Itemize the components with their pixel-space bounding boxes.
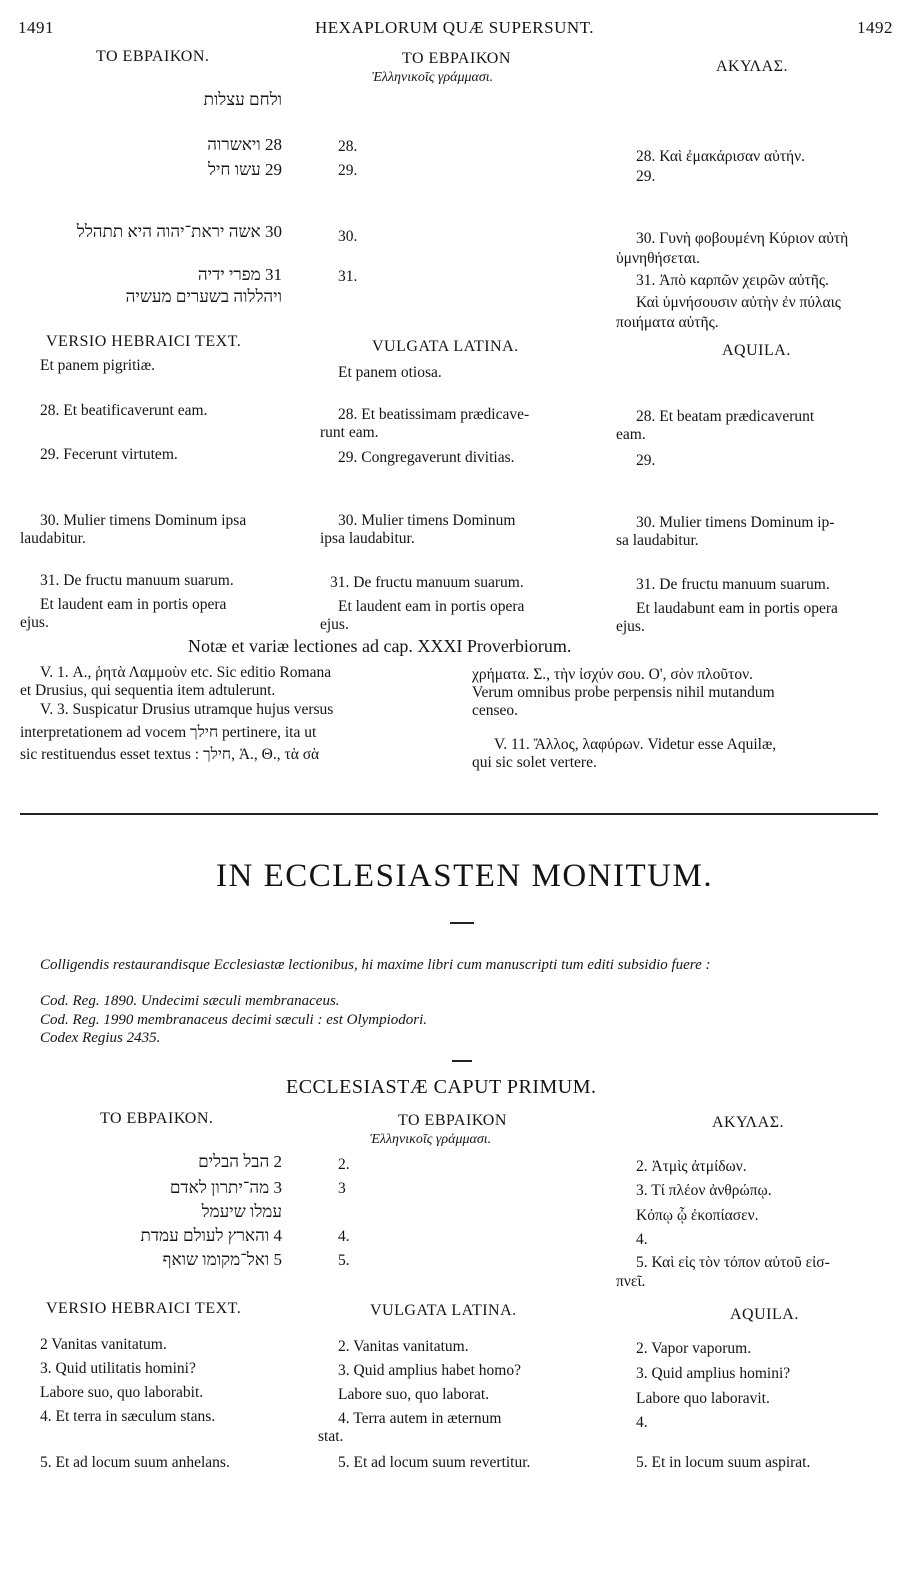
- hebrew-line: 4 והארץ לעולם עמדת: [140, 1226, 282, 1245]
- aquila-line: Et laudabunt eam in portis opera: [636, 600, 838, 617]
- col-head-versio: VERSIO HEBRAICI TEXT.: [46, 1300, 242, 1317]
- section-title: IN ECCLESIASTEN MONITUM.: [216, 858, 714, 894]
- col-head-aquila-greek: ΑΚΥΛΑΣ.: [716, 58, 789, 75]
- vulgata-line: 4. Terra autem in æternum: [338, 1410, 502, 1427]
- monitum-intro: Colligendis restaurandisque Ecclesiastæ lectionibus, hi maxime libri cum manuscripti tum editi subsidio fuere :: [40, 957, 711, 973]
- note-line: censeo.: [472, 702, 519, 719]
- aquila-greek-line: πνεῖ.: [616, 1273, 646, 1290]
- col-head-hebrew-greek-sub: Ἑλληνικοῖς γράμμασι.: [370, 1132, 492, 1147]
- aquila-line: ejus.: [616, 618, 645, 635]
- col-head-vulgata: VULGATA LATINA.: [370, 1302, 517, 1319]
- note-line: V. 3. Suspicatur Drusius utramque hujus versus: [40, 701, 334, 718]
- verse-number: 28.: [338, 138, 358, 155]
- note-line: V. 11. Ἄλλος, λαφύρων. Videtur esse Aquilæ,: [494, 736, 777, 753]
- versio-line: ejus.: [20, 614, 49, 631]
- aquila-line: Labore quo laboravit.: [636, 1390, 770, 1407]
- codex-line: Codex Regius 2435.: [40, 1030, 161, 1046]
- codex-line: Cod. Reg. 1890. Undecimi sæculi membranaceus.: [40, 993, 340, 1009]
- versio-line: 30. Mulier timens Dominum ipsa: [40, 512, 247, 529]
- hebrew-line: 30 אשה יראת־יהוה היא תתהלל: [76, 222, 282, 241]
- hebrew-line: ולחם עצלות: [203, 90, 282, 109]
- verse-number: 2.: [338, 1156, 350, 1173]
- verse-number: 4.: [338, 1228, 350, 1245]
- hebrew-line: 3 מה־יתרון לאדם: [169, 1178, 282, 1197]
- versio-line: Et laudent eam in portis opera: [40, 596, 227, 613]
- vulgata-line: 30. Mulier timens Dominum: [338, 512, 516, 529]
- running-title: HEXAPLORUM QUÆ SUPERSUNT.: [315, 18, 595, 37]
- aquila-line: 3. Quid amplius homini?: [636, 1365, 791, 1382]
- col-head-hebrew-greek: ΤΟ ΕΒΡΑΙΚΟΝ: [398, 1112, 507, 1129]
- verse-number: 30.: [338, 228, 358, 245]
- vulgata-line: Et laudent eam in portis opera: [338, 598, 525, 615]
- verse-number: 29.: [338, 162, 358, 179]
- aquila-line: 28. Et beatam prædicaverunt: [636, 408, 815, 425]
- codex-line: Cod. Reg. 1990 membranaceus decimi sæculi : est Olympiodori.: [40, 1012, 428, 1028]
- note-line: V. 1. Α., ῥητὰ Λαμμοὺν etc. Sic editio Romana: [40, 664, 332, 681]
- hebrew-line: עמלו שיעמל: [201, 1202, 282, 1221]
- notes-title: Notæ et variæ lectiones ad cap. XXXI Proverbiorum.: [188, 636, 572, 656]
- versio-line: laudabitur.: [20, 530, 86, 547]
- aquila-line: 29.: [636, 452, 656, 469]
- aquila-greek-line: Κόπῳ ᾧ ἐκοπίασεν.: [636, 1207, 759, 1224]
- versio-line: 2 Vanitas vanitatum.: [40, 1336, 167, 1353]
- page-number-left: 1491: [18, 18, 54, 37]
- section-divider: [20, 813, 878, 815]
- vulgata-line: stat.: [318, 1428, 344, 1445]
- note-line: sic restituendus esset textus : חילך, Ἀ., Θ., τὰ σὰ: [20, 746, 320, 763]
- note-line: χρήματα. Σ., τὴν ἰσχύν σου. Ο', σὸν πλοῦτον.: [472, 666, 753, 683]
- note-line: et Drusius, qui sequentia item adtulerunt.: [20, 682, 276, 699]
- aquila-greek-line: ποιήματα αὐτῆς.: [616, 314, 719, 331]
- aquila-greek-line: ὑμνηθήσεται.: [616, 250, 700, 267]
- aquila-greek-line: Καὶ ὑμνήσουσιν αὐτὴν ἐν πύλαις: [636, 294, 841, 311]
- hebrew-line: 31 מפרי ידיה: [197, 265, 282, 284]
- page-number-right: 1492: [857, 18, 893, 37]
- vulgata-line: 3. Quid amplius habet homo?: [338, 1362, 521, 1379]
- vulgata-line: 29. Congregaverunt divitias.: [338, 449, 515, 466]
- col-head-hebrew-greek-sub: Ἑλληνικοῖς γράμμασι.: [372, 70, 494, 85]
- versio-line: 5. Et ad locum suum anhelans.: [40, 1454, 230, 1471]
- vulgata-line: ipsa laudabitur.: [320, 530, 415, 547]
- verse-number: 31.: [338, 268, 358, 285]
- vulgata-line: ejus.: [320, 616, 349, 633]
- vulgata-line: 2. Vanitas vanitatum.: [338, 1338, 469, 1355]
- vulgata-line: runt eam.: [320, 424, 379, 441]
- caput-dash: [452, 1060, 472, 1062]
- aquila-greek-line: 28. Καὶ ἐμακάρισαν αὐτήν.: [636, 148, 806, 165]
- versio-line: Labore suo, quo laborabit.: [40, 1384, 204, 1401]
- vulgata-line: 28. Et beatissimam prædicave-: [338, 406, 530, 423]
- note-line: Verum omnibus probe perpensis nihil mutandum: [472, 684, 775, 701]
- versio-line: 29. Fecerunt virtutem.: [40, 446, 178, 463]
- versio-line: 28. Et beatificaverunt eam.: [40, 402, 208, 419]
- aquila-line: 31. De fructu manuum suarum.: [636, 576, 830, 593]
- aquila-line: 2. Vapor vaporum.: [636, 1340, 752, 1357]
- col-head-hebrew-greek: ΤΟ ΕΒΡΑΙΚΟΝ: [402, 50, 511, 67]
- vulgata-line: Et panem otiosa.: [338, 364, 442, 381]
- hebrew-line: ויהללוה בשערים מעשיה: [125, 287, 282, 306]
- aquila-line: eam.: [616, 426, 646, 443]
- hebrew-line: 28 ויאשרוה: [207, 135, 282, 154]
- aquila-line: 4.: [636, 1414, 648, 1431]
- verse-number: 5.: [338, 1252, 350, 1269]
- aquila-greek-line: 30. Γυνὴ φοβουμένη Κύριον αὐτὴ: [636, 230, 849, 247]
- vulgata-line: Labore suo, quo laborat.: [338, 1386, 490, 1403]
- vulgata-line: 5. Et ad locum suum revertitur.: [338, 1454, 531, 1471]
- aquila-line: 5. Et in locum suum aspirat.: [636, 1454, 811, 1471]
- aquila-greek-line: 2. Ἀτμὶς ἀτμίδων.: [636, 1158, 747, 1175]
- col-head-aquila: AQUILA.: [722, 342, 791, 359]
- vulgata-line: 31. De fructu manuum suarum.: [330, 574, 524, 591]
- aquila-greek-line: 5. Καὶ εἰς τὸν τόπον αὐτοῦ εἰσ-: [636, 1254, 830, 1271]
- aquila-greek-line: 31. Ἀπὸ καρπῶν χειρῶν αὐτῆς.: [636, 272, 829, 289]
- hebrew-line: 29 עשו חיל: [208, 160, 282, 179]
- col-head-hebrew: ΤΟ ΕΒΡΑΙΚΟΝ.: [96, 48, 210, 65]
- note-line: qui sic solet vertere.: [472, 754, 597, 771]
- note-line: interpretationem ad vocem חילך pertinere, ita ut: [20, 724, 317, 741]
- col-head-vulgata: VULGATA LATINA.: [372, 338, 519, 355]
- aquila-greek-line: 4.: [636, 1231, 648, 1248]
- hebrew-line: 2 הבל הבלים: [198, 1152, 282, 1171]
- col-head-aquila: AQUILA.: [730, 1306, 799, 1323]
- caput-title: ECCLESIASTÆ CAPUT PRIMUM.: [286, 1076, 597, 1098]
- hebrew-line: 5 ואל־מקומו שואף: [162, 1250, 282, 1269]
- col-head-aquila-greek: ΑΚΥΛΑΣ.: [712, 1114, 785, 1131]
- versio-line: 3. Quid utilitatis homini?: [40, 1360, 196, 1377]
- aquila-line: 30. Mulier timens Dominum ip-: [636, 514, 835, 531]
- col-head-versio: VERSIO HEBRAICI TEXT.: [46, 333, 242, 350]
- verse-number: 3: [338, 1180, 346, 1197]
- title-dash: [450, 922, 474, 924]
- col-head-hebrew: ΤΟ ΕΒΡΑΙΚΟΝ.: [100, 1110, 214, 1127]
- versio-line: 31. De fructu manuum suarum.: [40, 572, 234, 589]
- aquila-greek-line: 3. Τί πλέον ἀνθρώπῳ.: [636, 1182, 772, 1199]
- versio-line: Et panem pigritiæ.: [40, 357, 155, 374]
- aquila-greek-line: 29.: [636, 168, 656, 185]
- aquila-line: sa laudabitur.: [616, 532, 699, 549]
- versio-line: 4. Et terra in sæculum stans.: [40, 1408, 216, 1425]
